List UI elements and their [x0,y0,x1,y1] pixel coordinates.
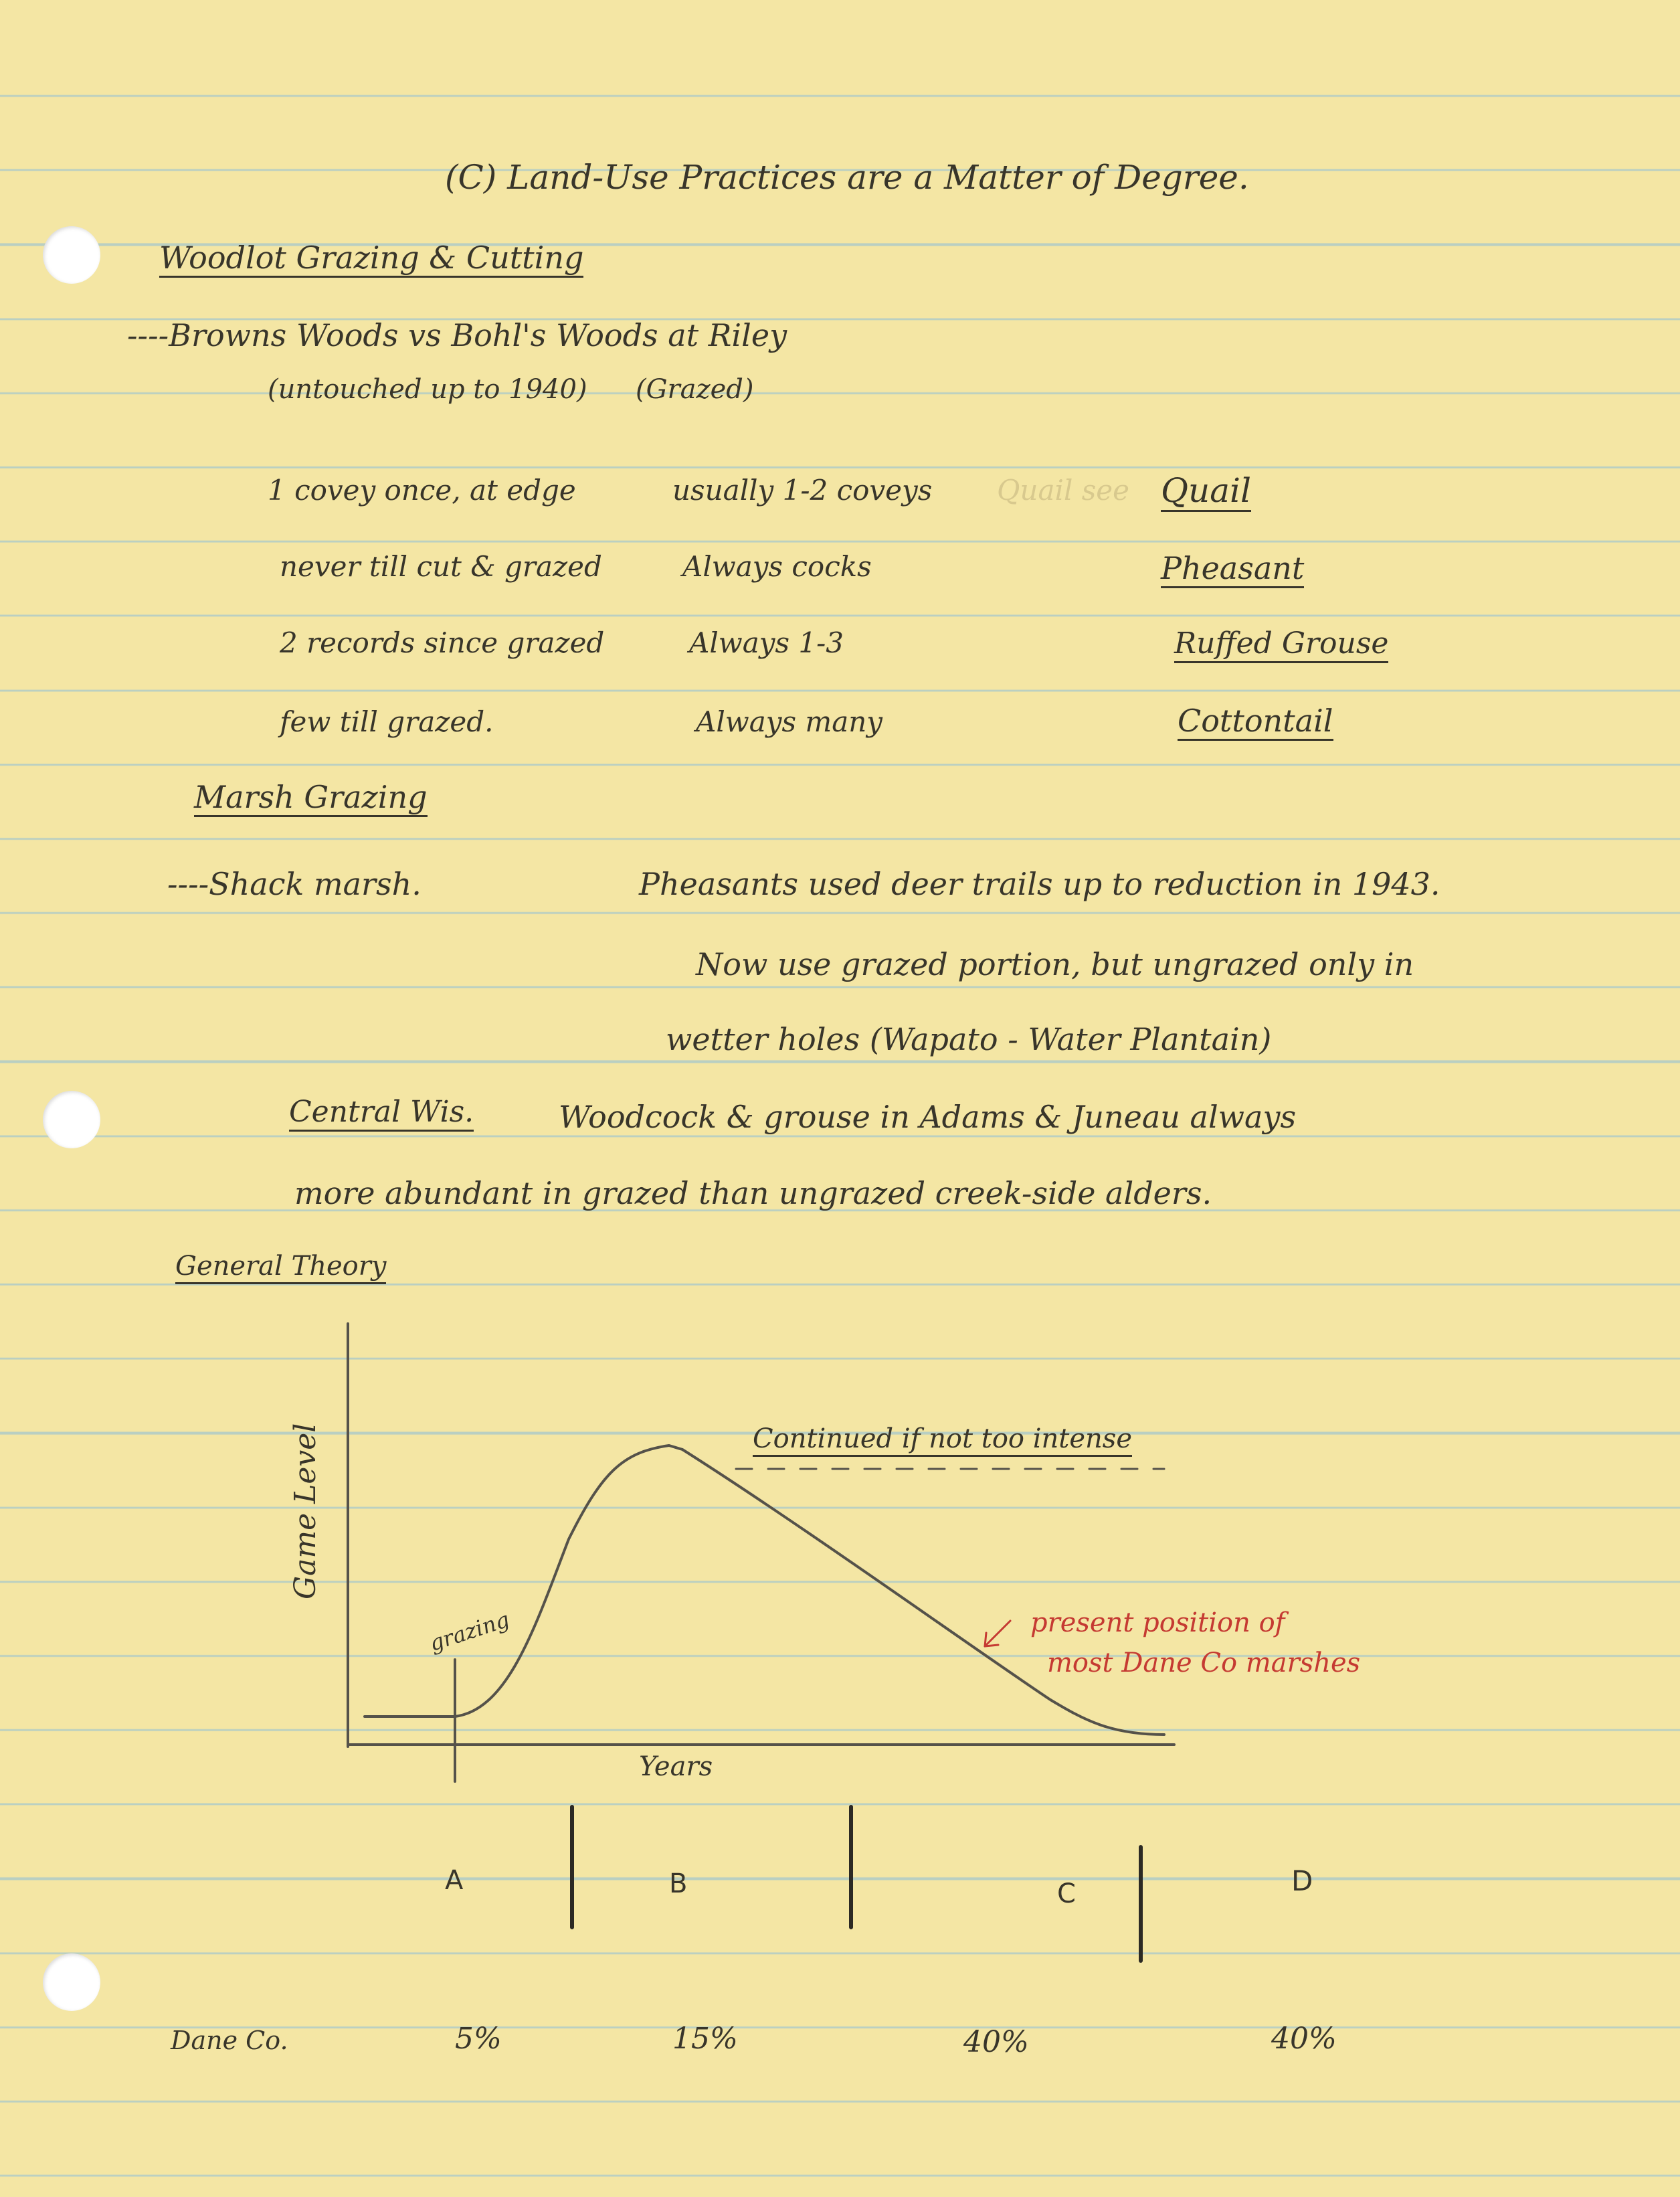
red-arrow-icon [985,1621,1010,1646]
quail-left-observation: 1 covey once, at edge [268,474,576,507]
phase-d-percent: 40% [1271,2022,1337,2056]
woodlot-heading: Woodlot Grazing & Cutting [159,242,583,278]
x-axis-label: Years [639,1751,713,1782]
phase-d-label: D [1291,1864,1313,1897]
game-level-curve [365,1445,1164,1735]
cottontail-left-observation: few till grazed. [280,705,494,738]
dane-co-row-label: Dane Co. [171,2026,288,2055]
grouse-left-observation: 2 records since grazed [280,626,605,659]
phase-a-percent: 5% [455,2022,502,2056]
pheasant-right-observation: Always cocks [682,550,872,583]
species-quail: Quail [1161,474,1251,512]
marsh-line-1: Pheasants used deer trails up to reduction in 1943. [639,866,1440,902]
quail-right-observation: usually 1-2 coveys [672,474,933,507]
grouse-right-observation: Always 1-3 [689,626,844,659]
marsh-heading: Marsh Grazing [194,782,428,817]
quail-crossed-text: Quail see [997,474,1130,507]
marsh-site: ----Shack marsh. [167,866,422,902]
woodlot-comparison: ----Browns Woods vs Bohl's Woods at Riley [127,317,787,353]
species-ruffed-grouse: Ruffed Grouse [1174,629,1388,663]
pheasant-left-observation: never till cut & grazed [280,550,602,583]
phase-b-percent: 15% [672,2022,738,2056]
species-cottontail: Cottontail [1178,705,1333,741]
dane-marsh-note-line-1: present position of [1030,1607,1285,1638]
phase-a-label: A [445,1865,464,1896]
marsh-line-3: wetter holes (Wapato - Water Plantain) [666,1021,1272,1057]
page-title: (C) Land-Use Practices are a Matter of Degree. [445,158,1249,197]
dane-marsh-note-line-2: most Dane Co marshes [1047,1648,1361,1678]
cottontail-right-observation: Always many [696,705,883,738]
theory-heading: General Theory [175,1253,386,1284]
woodlot-right-note: (Grazed) [636,374,754,405]
marsh-line-2: Now use grazed portion, but ungrazed only in [696,946,1414,982]
species-pheasant: Pheasant [1161,553,1304,588]
phase-b-label: B [669,1868,688,1899]
central-wis-line-2: more abundant in grazed than ungrazed creek-side alders. [294,1175,1212,1211]
central-wis-line-1: Woodcock & grouse in Adams & Juneau always [559,1099,1297,1135]
y-axis-label: Game Level [288,1423,322,1599]
central-wis-label: Central Wis. [289,1097,474,1132]
woodlot-left-note: (untouched up to 1940) [268,374,587,405]
peak-continuation-note: Continued if not too intense [753,1425,1132,1457]
phase-c-label: C [1057,1878,1076,1909]
grazing-start-label: grazing [426,1606,512,1656]
phase-c-percent: 40% [963,2025,1029,2059]
